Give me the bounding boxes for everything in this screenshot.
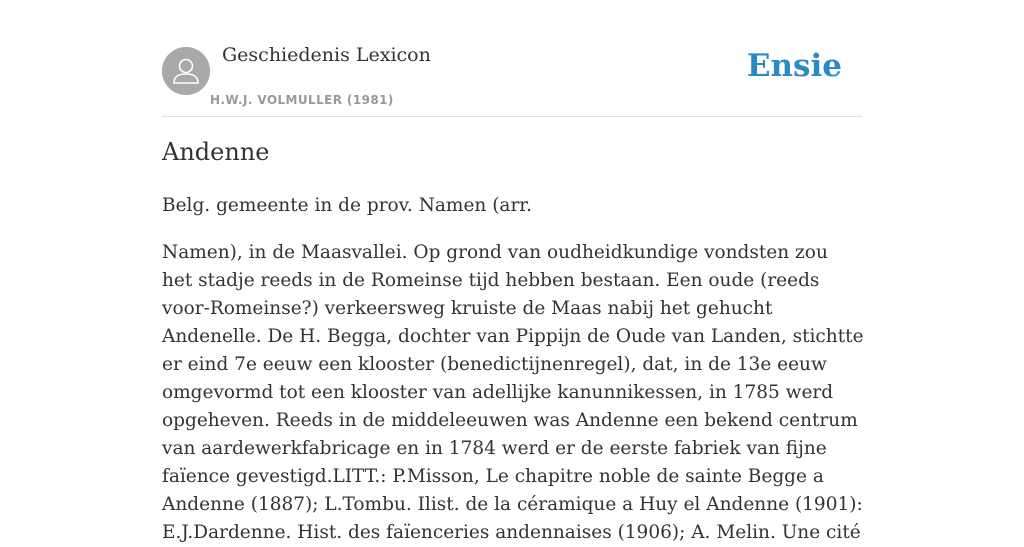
user-icon[interactable] [162, 47, 210, 95]
entry-paragraph: Belg. gemeente in de prov. Namen (arr. [162, 195, 532, 216]
content-container [162, 0, 864, 543]
author-credit: H.W.J. VOLMULLER (1981) [210, 93, 394, 107]
source-title[interactable]: Geschiedenis Lexicon [222, 44, 431, 66]
entry-title: Andenne [162, 138, 270, 166]
entry-paragraph: Namen), in de Maasvallei. Op grond van oudheidkundige vondsten zou het stadje reeds in de Romeinse tijd hebben bestaan. Een oude (reeds voor-Romeinse?) verkeersweg kruiste de Maas nabij het gehucht Andenelle. De H. Begga, dochter van Pippijn de Oude van Landen, stichtte er eind 7e eeuw een klooster (benedictijnenregel), dat, in de 13e eeuw omgevormd tot een klooster van adellijke kanunnikessen, in 1785 werd opgeheven. Reeds in de middeleeuwen was Andenne een bekend centrum van aardewerkfabricage en in 1784 werd er de eerste fabriek van fijne faïence gevestigd.LITT.: P.Misson, Le chapitre noble de sainte Begge a Andenne (1887); L.Tombu. Ilist. de la céramique a Huy el Andenne (1901): E.J.Dardenne. Hist. des faïenceries andennaises (1906); A. Melin. Une cité [162, 242, 864, 543]
brand-logo[interactable]: Ensie [746, 48, 842, 84]
source-header [162, 0, 862, 117]
